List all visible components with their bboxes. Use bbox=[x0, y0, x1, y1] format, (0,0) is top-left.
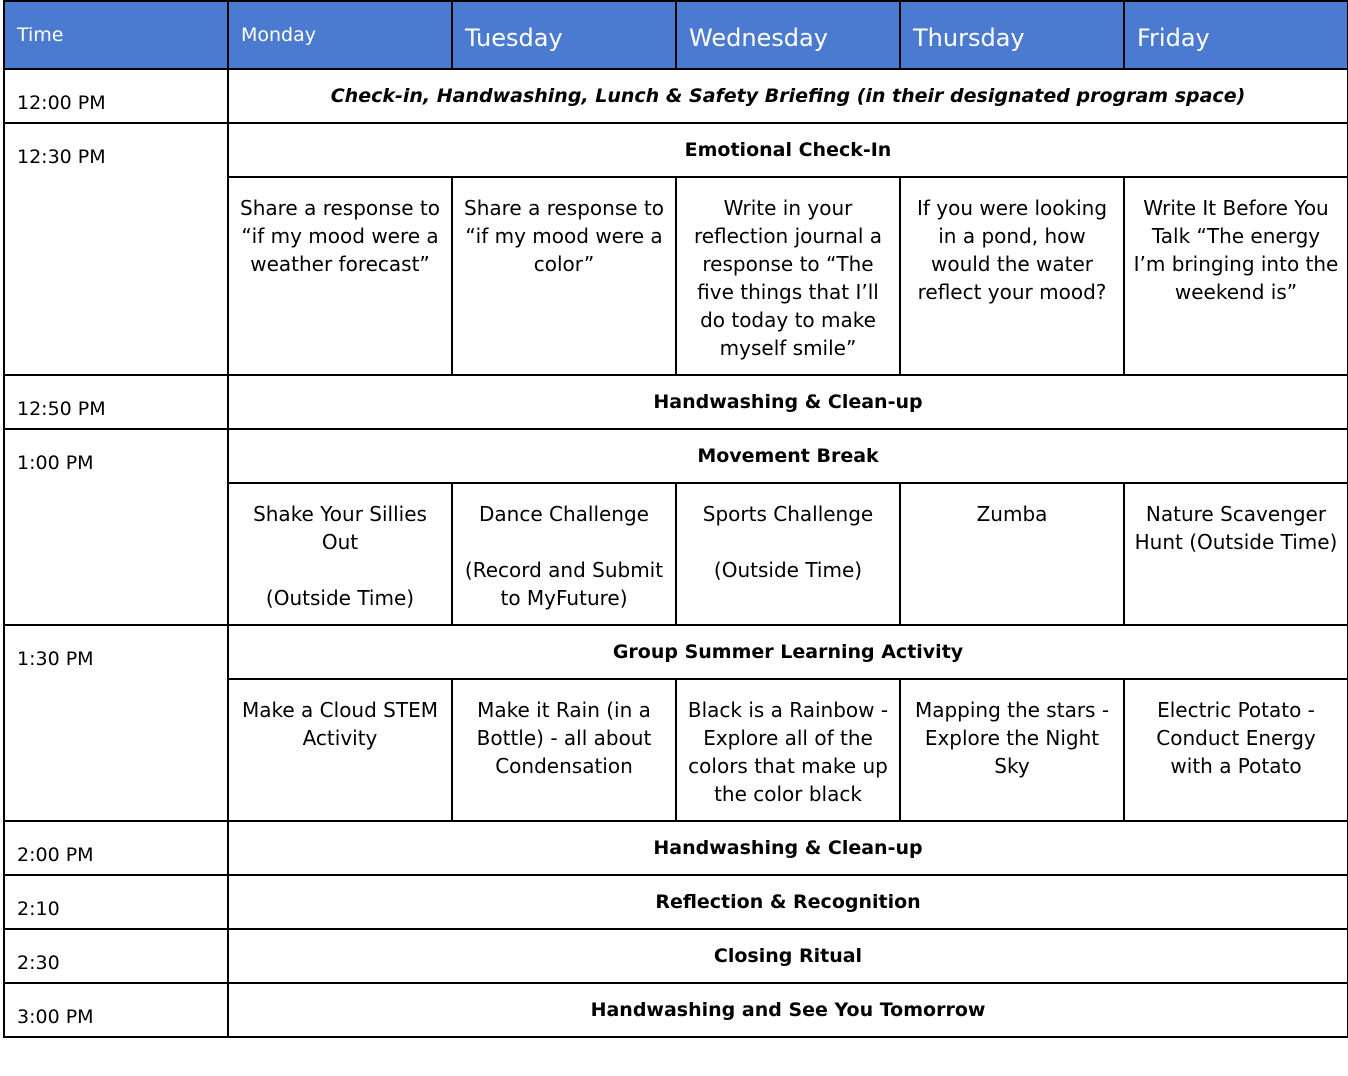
cell-sub-text: (Outside Time) bbox=[713, 558, 863, 582]
table-row bbox=[4, 875, 1348, 929]
thursday-cell bbox=[900, 483, 1124, 625]
activity-cell: Handwashing and See You Tomorrow bbox=[228, 983, 1348, 1037]
activity-cell: Closing Ritual bbox=[228, 929, 1348, 983]
time-cell: 3:00 PM bbox=[4, 983, 228, 1037]
cell-sub-text: (Outside Time) bbox=[265, 586, 415, 610]
cell-main-text: Shake Your Sillies Out bbox=[253, 502, 427, 554]
cell-main-text: Nature Scavenger Hunt (Outside Time) bbox=[1134, 502, 1338, 554]
activity-cell: Handwashing & Clean-up bbox=[228, 375, 1348, 429]
table-row bbox=[4, 821, 1348, 875]
tuesday-cell: Make it Rain (in a Bottle) - all about Condensation bbox=[452, 679, 676, 821]
wednesday-cell: Write in your reflection journal a response to “The five things that I’ll do today to make myself smile” bbox=[676, 177, 900, 375]
header-row bbox=[4, 1, 1348, 69]
tuesday-cell bbox=[452, 483, 676, 625]
activity-cell: Check-in, Handwashing, Lunch & Safety Briefing (in their designated program space) bbox=[228, 69, 1348, 123]
header-thursday: Thursday bbox=[900, 1, 1124, 69]
schedule-table bbox=[3, 0, 1348, 1038]
header-tuesday: Tuesday bbox=[452, 1, 676, 69]
header-time: Time bbox=[4, 1, 228, 69]
monday-cell bbox=[228, 483, 452, 625]
time-cell: 2:00 PM bbox=[4, 821, 228, 875]
activity-cell: Group Summer Learning Activity bbox=[228, 625, 1348, 679]
cell-main-text: Sports Challenge bbox=[702, 502, 874, 526]
wednesday-cell bbox=[676, 483, 900, 625]
thursday-cell: If you were looking in a pond, how would the water reflect your mood? bbox=[900, 177, 1124, 375]
time-cell: 2:30 bbox=[4, 929, 228, 983]
activity-cell: Movement Break bbox=[228, 429, 1348, 483]
activity-cell: Emotional Check-In bbox=[228, 123, 1348, 177]
table-row bbox=[4, 375, 1348, 429]
cell-main-text: Zumba bbox=[976, 502, 1048, 526]
header-wednesday: Wednesday bbox=[676, 1, 900, 69]
time-cell: 12:30 PM bbox=[4, 123, 228, 375]
cell-main-text: Dance Challenge bbox=[479, 502, 649, 526]
wednesday-cell: Black is a Rainbow - Explore all of the colors that make up the color black bbox=[676, 679, 900, 821]
time-cell: 2:10 bbox=[4, 875, 228, 929]
time-cell: 1:30 PM bbox=[4, 625, 228, 821]
table-row bbox=[4, 625, 1348, 679]
activity-cell: Handwashing & Clean-up bbox=[228, 821, 1348, 875]
table-row bbox=[4, 929, 1348, 983]
tuesday-cell: Share a response to “if my mood were a color” bbox=[452, 177, 676, 375]
header-friday: Friday bbox=[1124, 1, 1348, 69]
table-row bbox=[4, 429, 1348, 483]
header-monday: Monday bbox=[228, 1, 452, 69]
monday-cell: Share a response to “if my mood were a weather forecast” bbox=[228, 177, 452, 375]
table-row bbox=[4, 69, 1348, 123]
activity-cell: Reflection & Recognition bbox=[228, 875, 1348, 929]
cell-sub-text: (Record and Submit to MyFuture) bbox=[464, 558, 664, 610]
thursday-cell: Mapping the stars - Explore the Night Sky bbox=[900, 679, 1124, 821]
friday-cell: Write It Before You Talk “The energy I’m bringing into the weekend is” bbox=[1124, 177, 1348, 375]
time-cell: 1:00 PM bbox=[4, 429, 228, 625]
table-row bbox=[4, 983, 1348, 1037]
friday-cell bbox=[1124, 483, 1348, 625]
table-row bbox=[4, 123, 1348, 177]
time-cell: 12:50 PM bbox=[4, 375, 228, 429]
friday-cell: Electric Potato - Conduct Energy with a Potato bbox=[1124, 679, 1348, 821]
time-cell: 12:00 PM bbox=[4, 69, 228, 123]
monday-cell: Make a Cloud STEM Activity bbox=[228, 679, 452, 821]
